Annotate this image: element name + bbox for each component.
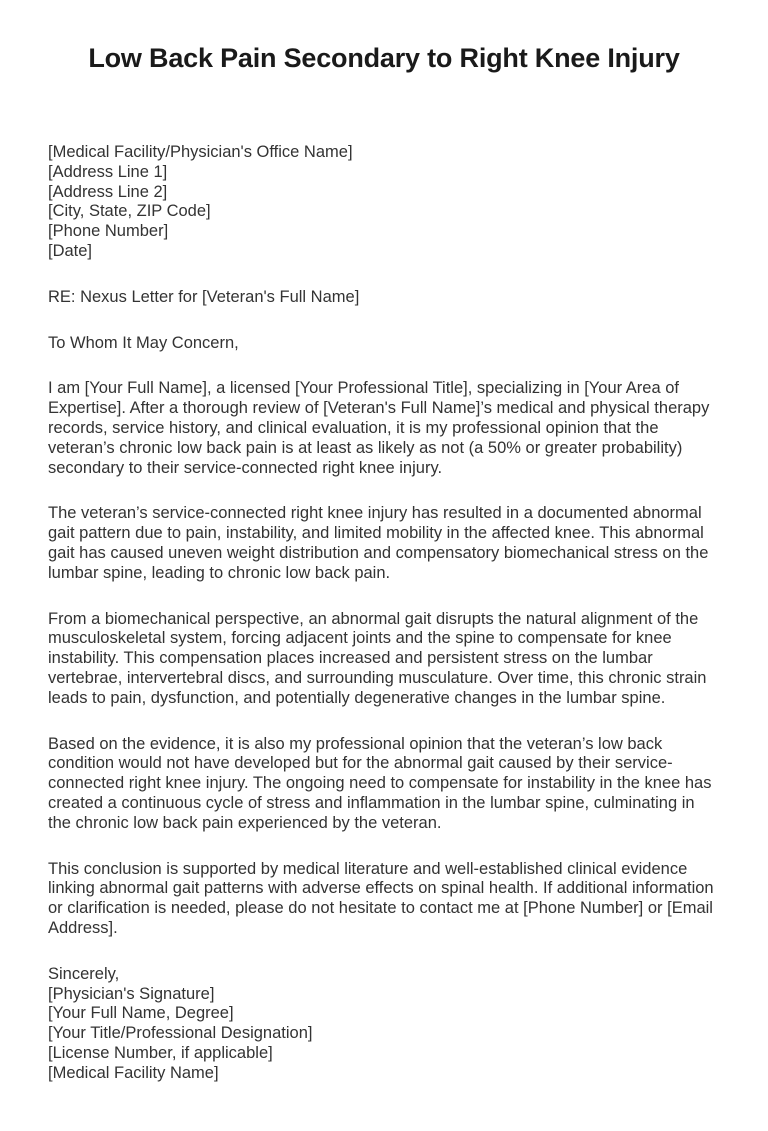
signature-license-number: [License Number, if applicable] [48, 1043, 273, 1062]
subject-block [48, 288, 718, 308]
body-paragraph-2 [48, 504, 718, 583]
signature-facility-name: [Medical Facility Name] [48, 1063, 219, 1082]
body-paragraph-5 [48, 860, 718, 939]
letterhead-date: [Date] [48, 241, 93, 260]
signature-block [48, 965, 718, 1084]
body-paragraph-5-text: This conclusion is supported by medical literature and well-established clinical evidence linking abnormal gait patterns with adverse effects on spinal health. If additional information or clarification is needed, please do not hesitate to contact me at [Phone Number] or [Email Address]. [48, 859, 714, 937]
body-paragraph-4-text: Based on the evidence, it is also my professional opinion that the veteran’s low back condition would not have developed but for the abnormal gait caused by their service-connected right knee injury. The ongoing need to compensate for instability in the knee has created a continuous cycle of stress and inflammation in the lumbar spine, culminating in the chronic low back pain experienced by the veteran. [48, 734, 712, 832]
letter-content [48, 143, 718, 1083]
signature-closing: Sincerely, [48, 964, 120, 983]
body-paragraph-3 [48, 610, 718, 709]
signature-placeholder: [Physician's Signature] [48, 984, 215, 1003]
letterhead-address-line-1: [Address Line 1] [48, 162, 168, 181]
letterhead-facility: [Medical Facility/Physician's Office Name] [48, 143, 353, 161]
body-paragraph-1-text: I am [Your Full Name], a licensed [Your Professional Title], specializing in [Your Area of Expertise]. After a thorough review of [Veteran's Full Name]’s medical and physical therapy records, service history, and clinical evaluation, it is my professional opinion that the veteran’s chronic low back pain is at least as likely as not (a 50% or greater probability) secondary to their service-connected right knee injury. [48, 379, 710, 477]
letterhead-address-line-2: [Address Line 2] [48, 182, 168, 201]
signature-title-designation: [Your Title/Professional Designation] [48, 1024, 313, 1043]
letterhead-phone: [Phone Number] [48, 222, 169, 241]
body-paragraph-1 [48, 379, 718, 478]
signature-name-degree: [Your Full Name, Degree] [48, 1004, 234, 1023]
page-title: Low Back Pain Secondary to Right Knee Injury [88, 43, 680, 73]
body-paragraph-4 [48, 735, 718, 834]
body-paragraph-2-text: The veteran’s service-connected right knee injury has resulted in a documented abnormal gait pattern due to pain, instability, and limited mobility in the affected knee. This abnormal gait has caused uneven weight distribution and compensatory biomechanical stress on the lumbar spine, leading to chronic low back pain. [48, 504, 709, 582]
letterhead-city-state-zip: [City, State, ZIP Code] [48, 202, 211, 221]
salutation-greeting: To Whom It May Concern, [48, 333, 239, 352]
re-line: RE: Nexus Letter for [Veteran's Full Name] [48, 287, 360, 306]
body-paragraph-3-text: From a biomechanical perspective, an abnormal gait disrupts the natural alignment of the musculoskeletal system, forcing adjacent joints and the spine to compensate for knee instability. This compensation places increased and persistent stress on the lumbar vertebrae, intervertebral discs, and surrounding musculature. Over time, this chronic strain leads to pain, dysfunction, and potentially degenerative changes in the lumbar spine. [48, 609, 707, 707]
letterhead-block [48, 143, 718, 262]
salutation-block [48, 334, 718, 354]
